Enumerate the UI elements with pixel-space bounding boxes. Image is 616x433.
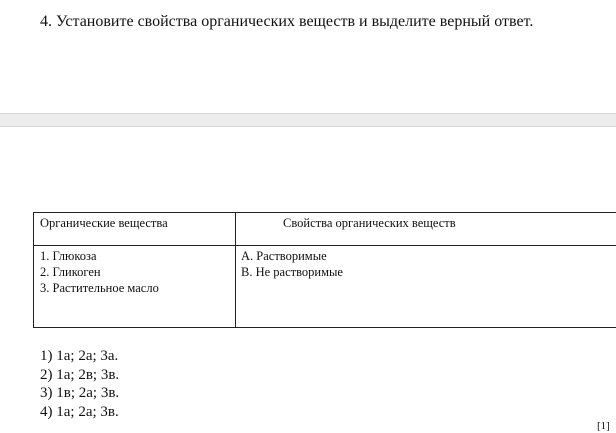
page-separator bbox=[0, 113, 616, 127]
property-item: А. Растворимые bbox=[241, 249, 327, 263]
answer-option: 3) 1в; 2а; 3в. bbox=[40, 385, 120, 401]
table-header-substances: Органические вещества bbox=[40, 216, 168, 230]
answer-options bbox=[40, 347, 119, 421]
answer-option: 4) 1а; 2а; 3в. bbox=[40, 403, 119, 420]
table-column-divider bbox=[235, 213, 236, 327]
property-item: В. Не растворимые bbox=[241, 265, 343, 279]
table-header-divider bbox=[34, 245, 616, 246]
properties-table bbox=[33, 212, 616, 328]
document-page-1 bbox=[0, 0, 616, 113]
table-header-properties: Свойства органических веществ bbox=[283, 216, 456, 230]
substance-list bbox=[40, 248, 159, 296]
substance-item: 1. Глюкоза bbox=[40, 249, 97, 263]
question-text: 4. Установите свойства органических веществ и выделите верный ответ. bbox=[40, 13, 534, 30]
substance-item: 3. Растительное масло bbox=[40, 281, 159, 295]
score-mark: [1] bbox=[597, 420, 610, 432]
substance-item: 2. Гликоген bbox=[40, 265, 101, 279]
answer-option: 1) 1а; 2а; 3а. bbox=[40, 348, 119, 364]
answer-option: 2) 1а; 2в; 3в. bbox=[40, 366, 120, 383]
property-list bbox=[241, 248, 343, 280]
